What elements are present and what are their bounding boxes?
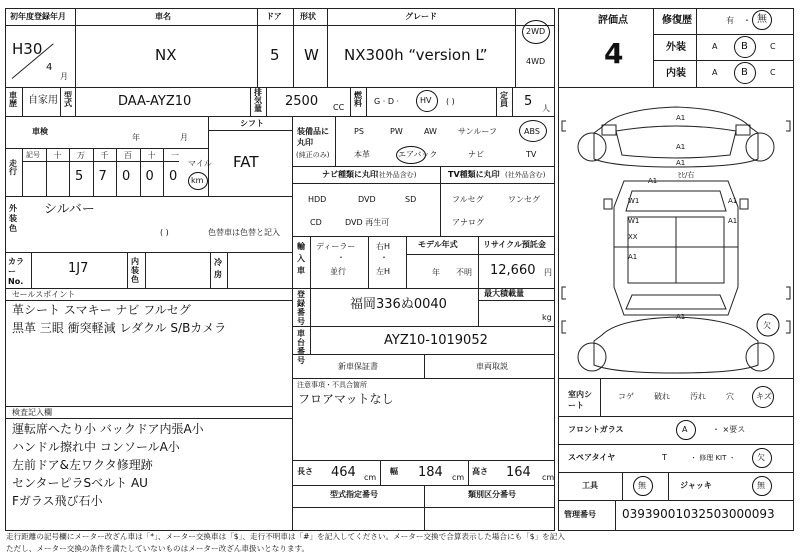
mark-a1-c: A1 — [648, 177, 658, 185]
interior-sheet-option: 破れ — [654, 392, 670, 401]
footer-line1: 走行距離の記号欄にメーター改ざん車は「*」、メーター交換車は「$」、走行不明車は「#」を記入してください。メーター交換で合算表示した場合にも「$」を記入 — [6, 532, 565, 541]
height-value: 164 — [506, 465, 531, 480]
auction-sheet: 初年度登録年月 H30 4 月 車名 NX ドア 5 形状 W グレード NX300h “version L” 2WD 4WD 評価点 4 修復歴 有 ・ 無 外装 A B C 内装 A B C 車歴 自家用 型式 DAA-AYZ10 排気量 2500 CC 燃料 G · D · HV ( ) 定員 5 人 車検 年 月 走行 記号 十 万 千 百 十 一 5 7 0 0 0 マイル km シフト FAT 外装色 シルバー ( ) 色替車は色替と記入 カラーNo. 1J7 内装色 冷房 装備品に丸印 (純正のみ) PS PW AW サンルーフ ABS 本革 エアバック ナビ TV ナビ種類に丸印 (社外品含む) TV種類に丸印 (社外品含む) HDD DVD SD CD DVD 再生可 フルセグ ワンセグ アナログ 輸入車 ディーラー ・ 並行 右H ・ 左H モデル年式 年 不明 リサイクル預託金 12,660 円 セールスポイント 革シート スマキー ナビ フルセグ 黒革 三眼 衝突軽減 レダクル S/Bカメラ 登録番号 福岡336ぬ0040 最大積載量 kg 車台番号 AYZ10-1019052 新車保証書 車両取説 注意事項・不具合箇所 フロアマットなし 検査記入欄 運転席へたり小 バックドア内張A小 ハンドル擦れ中 コンソールA小 左前ドア&左ワクタ修理跡 センターピラSべルト AU Fガラス飛び石小 長さ 464 cm 幅 184 cm 高さ 164 cm 型式指定番号 類別区分番号 室内シート コゲ 破れ 汚れ 穴 キズ フロントガラス A ・ ×要ス スペアタイヤ T ・ 修理 KIT ・ 欠 工具 無 ジャッキ 無 管理番号 03939001032503000093 A1 A1 A1 A1 W1 A1 W1 A1 XX A1 A1 ﾋﾋ/右 欠 走行距離の記号欄にメーター改ざん車は「*」、メーター交換車は「$」、走行不明車は「#」を記入してください。メーター交換で合算表示した場合にも「$」を記入 ただし、メーター交換の条件を満たしていないものはメーター改ざん車扱いとなります。 — [0, 0, 800, 557]
import-left-h: 左H — [376, 267, 391, 276]
tv-title: TV種類に丸印 — [448, 170, 500, 179]
fuel-label: 燃料 — [354, 91, 362, 108]
inspector-line: ハンドル擦れ中 コンソールA小 — [12, 440, 180, 454]
mark-front-a1: A1 — [676, 114, 686, 122]
model-year-value: 不明 — [456, 268, 472, 277]
warranty: 新車保証書 — [338, 362, 378, 371]
row2-frame — [5, 87, 555, 117]
jack-value: 無 — [757, 481, 765, 490]
equip-item: 本革 — [354, 150, 370, 159]
score-label: 評価点 — [598, 15, 628, 26]
spare-kit: ・ 修理 KIT ・ — [690, 454, 736, 462]
mileage-digit: 0 — [169, 169, 178, 184]
digit-header: 万 — [77, 151, 85, 160]
mark-xx: XX — [628, 233, 638, 241]
interior-sheet-option: 汚れ — [690, 392, 706, 401]
equip-item: ナビ — [468, 150, 484, 159]
mark-note: ﾋﾋ/右 — [678, 171, 695, 179]
tools-label: 工具 — [582, 481, 598, 490]
ext-b: B — [741, 41, 748, 52]
ac-label: 冷房 — [214, 258, 222, 279]
equip-item: PS — [354, 127, 364, 136]
nav-dvd-play: DVD 再生可 — [345, 218, 390, 227]
mark-a1-e: A1 — [728, 197, 738, 205]
shape-value: W — [304, 46, 319, 64]
interior-sheet-label: 室内シート — [568, 390, 592, 410]
yen-unit: 円 — [544, 268, 552, 277]
mileage-label: 走行 — [9, 159, 17, 176]
equip-item: サンルーフ — [458, 127, 497, 136]
fuel-paren: ( ) — [446, 97, 455, 106]
glass-label: フロントガラス — [568, 425, 624, 434]
notes-label: 注意事項・不具合箇所 — [297, 381, 367, 389]
mark-a1-f: A1 — [728, 217, 738, 225]
repair-yes: 有 — [726, 16, 734, 25]
interior-color-label: 内装色 — [131, 257, 139, 284]
inspector-line: Fガラス飛び石小 — [12, 494, 103, 508]
color-label: 外装色 — [9, 204, 17, 233]
first-reg-label: 初年度登録年月 — [10, 12, 66, 21]
cc-unit: CC — [333, 103, 345, 112]
model-year-label: モデル年式 — [418, 240, 458, 249]
import-dealer: ディーラー — [316, 242, 356, 251]
use-label: 車歴 — [9, 91, 17, 108]
digit-header: 記号 — [26, 151, 40, 159]
nav-sub: (社外品含む) — [376, 171, 417, 179]
inspector-line: 運転席へたり小 バックドア内張A小 — [12, 422, 204, 436]
type-value: DAA-AYZ10 — [118, 94, 192, 109]
inspector-label: 検査記入欄 — [12, 408, 52, 417]
equip-item: TV — [526, 150, 537, 159]
mark-hood-a1: A1 — [676, 143, 686, 151]
chassis-label: 車台番号 — [297, 329, 305, 365]
displacement-label: 排気量 — [254, 88, 262, 113]
digit-header: 百 — [124, 151, 132, 160]
jack-label: ジャッキ — [680, 481, 712, 490]
type-cert-label: 型式指定番号 — [330, 490, 378, 499]
reg-value: 福岡336ぬ0040 — [350, 297, 447, 312]
mileage-digit: 0 — [145, 169, 154, 184]
nav-hdd: HDD — [308, 195, 327, 204]
model-value: NX — [155, 46, 177, 64]
recycle-label: リサイクル預託金 — [483, 240, 546, 249]
width-value: 184 — [418, 465, 443, 480]
import-parallel: 並行 — [330, 267, 346, 276]
notes-value: フロアマットなし — [298, 392, 394, 406]
int-b: B — [741, 67, 748, 78]
footer-line2: ただし、メーター交換の条件を満たしていないものはメーター改ざん車扱いとなります。 — [6, 544, 310, 553]
door-value: 5 — [270, 46, 280, 64]
tools-value: 無 — [638, 481, 646, 490]
manual: 車両取説 — [476, 362, 508, 371]
color-code-label: カラーNo. — [8, 257, 24, 286]
car-diagram — [558, 87, 794, 379]
displacement-value: 2500 — [285, 94, 319, 109]
nav-dvd: DVD — [358, 195, 376, 204]
color-note-paren: ( ) — [160, 228, 169, 237]
capacity-value: 5 — [524, 94, 533, 109]
mark-w1-b: W1 — [628, 217, 640, 225]
int-a: A — [712, 68, 718, 77]
mark-missing: 欠 — [763, 321, 771, 330]
kg-unit: kg — [542, 313, 552, 322]
width-cm: cm — [452, 473, 465, 482]
length-label: 長さ — [297, 467, 313, 476]
nav-title: ナビ種類に丸印 — [322, 170, 378, 179]
capacity-unit: 人 — [542, 104, 550, 113]
height-cm: cm — [542, 473, 555, 482]
mile-unit: マイル — [188, 159, 212, 168]
glass-x: ・ ×要ス — [712, 425, 746, 434]
ext-c: C — [770, 42, 776, 51]
color-value: シルバー — [44, 202, 95, 217]
tv-analog: アナログ — [452, 218, 484, 227]
width-label: 幅 — [390, 467, 398, 476]
grade-value: NX300h “version L” — [344, 46, 488, 64]
equip-item: PW — [390, 127, 403, 136]
interior-sheet-option: 穴 — [726, 392, 734, 401]
tv-sub: (社外品含む) — [505, 171, 546, 179]
inspector-line: センターピラSべルト AU — [12, 476, 148, 490]
score-value: 4 — [604, 37, 624, 70]
control-value: 03939001032503000093 — [622, 507, 775, 521]
first-reg-era: H30 — [12, 40, 43, 58]
spare-t: T — [662, 453, 667, 462]
ext-a: A — [712, 42, 718, 51]
shift-label: シフト — [240, 119, 264, 128]
shape-label: 形状 — [300, 12, 316, 21]
fuel-selected: HV — [420, 96, 432, 105]
color-note: 色替車は色替と記入 — [208, 228, 280, 237]
import-right-h: 右H — [376, 242, 391, 251]
digit-header: 千 — [100, 151, 109, 160]
month-unit: 月 — [60, 72, 68, 81]
length-value: 464 — [331, 465, 356, 480]
mark-w1-a: W1 — [628, 197, 640, 205]
capacity-label: 定員 — [500, 91, 508, 108]
first-reg-month: 4 — [46, 62, 53, 73]
mark-a1-g: A1 — [628, 253, 638, 261]
class-label: 類別区分番号 — [468, 490, 516, 499]
chassis-value: AYZ10-1019052 — [384, 333, 488, 348]
sales-line2: 黒革 三眼 衝突軽減 レダクル S/Bカメラ — [12, 321, 227, 335]
mark-a1-d: A1 — [676, 159, 686, 167]
spare-label: スペアタイヤ — [568, 453, 616, 462]
nav-sd: SD — [405, 195, 417, 204]
model-label: 車名 — [155, 12, 171, 21]
repair-label: 修復歴 — [662, 15, 692, 26]
reg-label: 登録番号 — [297, 290, 305, 326]
equip-label: 装備品に丸印 — [297, 127, 329, 147]
type-label: 型式 — [64, 91, 72, 108]
mileage-digit: 7 — [98, 169, 107, 184]
tv-oneseg: ワンセグ — [508, 195, 540, 204]
max-load-label: 最大積載量 — [484, 289, 524, 298]
int-c: C — [770, 68, 776, 77]
mark-rear-a1: A1 — [676, 313, 686, 321]
sales-label: セールスポイント — [12, 290, 76, 299]
exterior-label: 外装 — [666, 42, 686, 53]
inspection-year: 年 — [132, 133, 140, 142]
km-unit: km — [191, 176, 204, 185]
grade-label: グレード — [405, 12, 437, 21]
tv-fullseg: フルセグ — [452, 195, 484, 204]
digit-header: 十 — [53, 151, 62, 160]
glass-a: A — [682, 425, 688, 434]
repair-no: 無 — [757, 14, 767, 25]
length-cm: cm — [364, 473, 377, 482]
color-code-value: 1J7 — [68, 261, 89, 276]
interior-label: 内装 — [666, 68, 686, 79]
use-value: 自家用 — [28, 95, 58, 106]
fuel-options: G · D · — [374, 97, 400, 106]
height-label: 高さ — [472, 467, 488, 476]
model-year-unit: 年 — [432, 268, 440, 277]
digit-header: 一 — [171, 151, 179, 160]
nav-cd: CD — [310, 218, 322, 227]
inspection-month: 月 — [180, 133, 188, 142]
interior-sheet-option: コゲ — [618, 392, 634, 401]
control-label: 管理番号 — [564, 510, 596, 519]
spare-none: 欠 — [757, 453, 765, 462]
interior-sheet-option: キズ — [756, 392, 772, 401]
shift-value: FAT — [233, 153, 259, 171]
inspector-line: 左前ドア&左ワクタ修理跡 — [12, 458, 153, 472]
recycle-value: 12,660 — [490, 263, 536, 278]
drive-2wd: 2WD — [526, 27, 546, 36]
mileage-digit: 0 — [122, 169, 131, 184]
equip-item: AW — [424, 127, 437, 136]
inspection-label: 車検 — [32, 127, 48, 136]
drive-4wd: 4WD — [526, 57, 546, 66]
mileage-digit: 5 — [75, 169, 84, 184]
sales-line1: 革シート スマキー ナビ フルセグ — [12, 303, 191, 317]
import-label: 輸入車 — [297, 242, 305, 275]
digit-header: 十 — [147, 151, 156, 160]
door-label: ドア — [266, 12, 282, 21]
equip-sub: (純正のみ) — [296, 151, 330, 159]
equip-item: エアバック — [398, 150, 438, 159]
equip-item: ABS — [524, 127, 540, 136]
